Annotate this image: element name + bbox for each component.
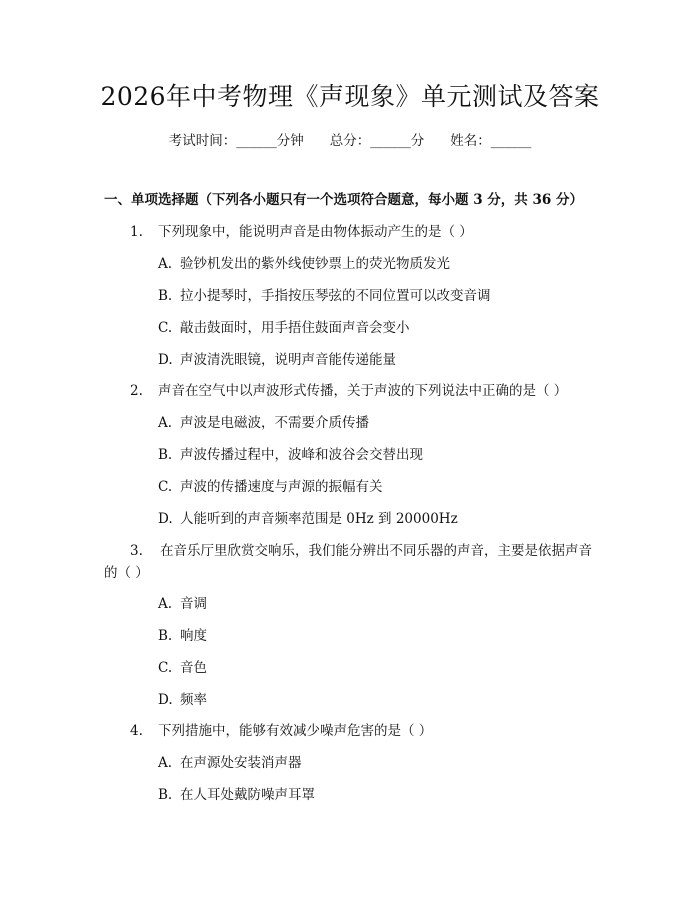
option-letter: A. [158, 415, 173, 431]
option-letter: C. [158, 479, 173, 495]
option-text: 声波的传播速度与声源的振幅有关 [180, 479, 383, 495]
option-text: 响度 [180, 628, 207, 644]
section-heading: 一、单项选择题（下列各小题只有一个选项符合题意，每小题 3 分，共 36 分） [104, 192, 583, 208]
option-3d [158, 690, 207, 710]
option-1c [158, 318, 410, 338]
option-text: 拉小提琴时，手指按压琴弦的不同位置可以改变音调 [180, 288, 491, 304]
option-letter: B. [158, 447, 173, 463]
total-score: 总分：______分 [329, 133, 425, 149]
option-letter: A. [158, 755, 173, 771]
option-2a [158, 413, 369, 433]
option-3a [158, 594, 207, 614]
option-letter: D. [158, 352, 173, 368]
question-number: 4. [130, 723, 143, 739]
option-text: 频率 [180, 692, 207, 708]
option-text: 在人耳处戴防噪声耳罩 [180, 787, 315, 803]
option-letter: D. [158, 692, 173, 708]
question-3-continuation: 的（ ） [104, 565, 149, 581]
question-3 [130, 541, 592, 561]
option-1b [158, 286, 491, 306]
option-text: 音调 [180, 596, 207, 612]
option-letter: A. [158, 256, 173, 272]
exam-info [0, 131, 700, 151]
option-text: 验钞机发出的紫外线使钞票上的荧光物质发光 [180, 256, 450, 272]
option-3c [158, 658, 207, 678]
option-4a [158, 753, 302, 773]
option-4b [158, 785, 315, 805]
option-letter: C. [158, 660, 173, 676]
question-stem: 声音在空气中以声波形式传播，关于声波的下列说法中正确的是（ ） [158, 383, 568, 399]
question-stem: 在音乐厅里欣赏交响乐，我们能分辨出不同乐器的声音，主要是依据声音 [160, 543, 593, 559]
exam-time: 考试时间：______分钟 [168, 133, 304, 149]
option-text: 声波传播过程中，波峰和波谷会交替出现 [180, 447, 423, 463]
option-text: 声波是电磁波，不需要介质传播 [180, 415, 369, 431]
option-letter: D. [158, 511, 173, 527]
option-1d [158, 350, 396, 370]
question-number: 3. [130, 543, 143, 559]
option-2d [158, 509, 458, 529]
option-3b [158, 626, 207, 646]
option-letter: B. [158, 288, 173, 304]
question-number: 2. [130, 383, 143, 399]
option-letter: A. [158, 596, 173, 612]
option-text: 音色 [180, 660, 207, 676]
option-2b [158, 445, 423, 465]
option-text: 在声源处安装消声器 [180, 755, 302, 771]
option-letter: B. [158, 628, 173, 644]
page-title: 2026年中考物理《声现象》单元测试及答案 [100, 82, 600, 111]
question-stem: 下列措施中，能够有效减少噪声危害的是（ ） [158, 723, 433, 739]
student-name: 姓名：______ [450, 133, 532, 149]
option-text: 敲击鼓面时，用手捂住鼓面声音会变小 [180, 320, 410, 336]
option-text: 声波清洗眼镜，说明声音能传递能量 [180, 352, 396, 368]
option-letter: C. [158, 320, 173, 336]
question-stem: 下列现象中，能说明声音是由物体振动产生的是（ ） [158, 224, 473, 240]
option-text: 人能听到的声音频率范围是 0Hz 到 20000Hz [180, 511, 458, 527]
option-1a [158, 254, 450, 274]
question-number: 1. [130, 224, 143, 240]
option-2c [158, 477, 383, 497]
option-letter: B. [158, 787, 173, 803]
